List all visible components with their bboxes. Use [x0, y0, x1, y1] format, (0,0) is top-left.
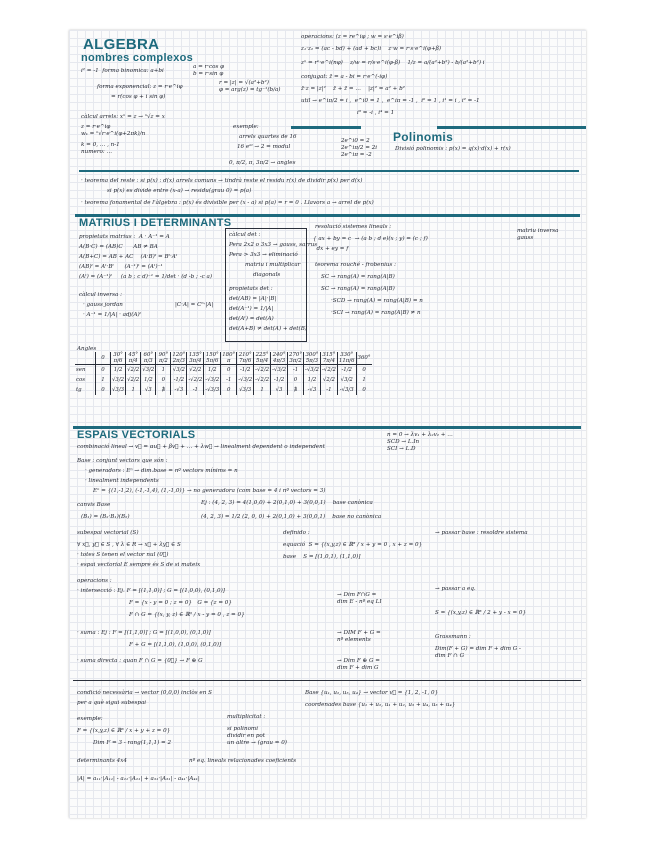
- trig-cell: √3/3: [237, 385, 254, 395]
- subspace-title: subespai vectorial (S): [77, 530, 139, 536]
- trig-cell: √3/2: [171, 365, 187, 376]
- complex-binomial: i² = -1 forma binomica: a+bi: [81, 68, 164, 74]
- rouche-si: SC → rang(A) = rang(A|B): [321, 274, 395, 280]
- complex-title: nombres complexos: [81, 52, 194, 64]
- base-def: Base : conjunt vectors que són :: [77, 458, 168, 464]
- trig-cell: 270° 3π/2: [289, 352, 303, 364]
- trig-cell: -√2/2: [254, 365, 271, 376]
- det4-note: nº eq. lineals relacionades coeficients: [189, 758, 297, 764]
- base-vector: Base {u₁, u₂, u₃, u₄} → vector v⃗ = {1, 2, -1, 0}: [305, 690, 439, 696]
- trig-table: [75, 352, 372, 395]
- remainder-theorem: · teorema del reste : si p(x) : d(x) arrels comuns → tindrà reste el residu r(x) de dividir p(x) per d(x): [81, 178, 363, 184]
- matrix-props-1: propietats matrius : A · A⁻¹ = A: [79, 234, 170, 240]
- ops-modulus: z̄·z = |z|² z̄ + z̄ = … |z|² = a² + b²: [301, 86, 405, 92]
- coordinates: coordenades base {u₁ + u₂, u₁ + u₂, u₃ + u₄, u₃ + u₄}: [305, 702, 456, 708]
- trig-cell: 1/2: [141, 375, 156, 385]
- trig-cell: 135° 3π/4: [188, 352, 202, 364]
- trig-cell: √2/2: [187, 365, 204, 376]
- trig-cell: -√3/2: [304, 365, 321, 376]
- trig-cell: -1: [221, 375, 237, 385]
- trig-cell: 225° 5π/4: [255, 352, 269, 364]
- defined-title: definido :: [283, 530, 310, 536]
- trig-cell: -1/2: [171, 375, 187, 385]
- trig-cell: 210° 7π/6: [238, 352, 252, 364]
- trig-cell: 1: [96, 375, 111, 385]
- intersection-2: F = {x - y = 0 ; z = 0} G = {z = 0}: [129, 600, 232, 606]
- complex-polar: = r(cos φ + i sin φ): [111, 94, 166, 100]
- divider: [437, 126, 586, 129]
- det4-expansion: |A| = a₁₁·|A₁₁| - a₂₁·|A₂₁| + a₃₁·|A₃₁| - a₄₁·|A₄₁|: [77, 776, 200, 782]
- trig-cell: -√3/3: [205, 387, 220, 393]
- polinomis-title: Polinomis: [393, 130, 454, 144]
- det-calc-5: diagonals: [253, 272, 281, 278]
- notes-sheet: [69, 30, 586, 818]
- trig-cell: √3: [271, 385, 288, 395]
- dim-sum: → DIM F + G = nº elements: [337, 630, 381, 643]
- trig-cell: -√3/3: [337, 385, 356, 395]
- divider: [291, 126, 361, 129]
- ops-conjugate: conjugat: z̄ = a - bi = r·e^(-iφ): [301, 74, 388, 80]
- rouche-title: teorema rouché - frobenius :: [315, 262, 396, 268]
- trig-cell: 0: [221, 385, 237, 395]
- inverse-gauss: · gauss jordan: [83, 302, 123, 308]
- ops-useful: util → e^iπ/2 = i , e^i0 = 1 , e^iπ = -1 , i⁰ = 1 , i¹ = i , i² = -1: [301, 98, 480, 104]
- remainder-theorem-2: si p(x) es divide entre (x-a) → residu(grau 0) = p(a): [107, 188, 252, 194]
- trig-cell: 90° π/2: [156, 352, 171, 365]
- det-scalar: |C·A| = Cⁿ·|A|: [175, 302, 214, 308]
- trig-cell: 330° 11π/6: [338, 352, 355, 364]
- trig-cell: √3/3: [112, 387, 125, 393]
- trig-cell: -1: [288, 365, 304, 376]
- grassmann-title: Grassmann :: [435, 634, 471, 640]
- dim-intersection: → Dim F∩G = dim E - nº eq LI: [337, 592, 382, 605]
- det-props-2: det(AB) = |A|·|B|: [229, 296, 277, 302]
- rouche-scd: ·SCD → rang(A) = rang(A|B) = n: [331, 298, 423, 304]
- trig-cell: 1/2: [204, 365, 221, 376]
- trig-cell: 0: [288, 375, 304, 385]
- trig-cell: 315° 7π/4: [322, 352, 336, 364]
- det-props-5: det(A+B) ≠ det(A) + det(B): [229, 326, 307, 332]
- trig-cell: 360°: [356, 352, 371, 365]
- inverse-adj: · A⁻¹ = 1/|A| · adj(A)ᵗ: [83, 312, 142, 318]
- trig-cell: -1/2: [237, 365, 254, 376]
- roots-formula: z = r·e^iφ wₖ = ⁿ√r·e^i(φ+2πk)/n: [81, 124, 146, 137]
- operations-title: operacions :: [77, 578, 112, 584]
- trig-cell: 240° 4π/3: [272, 352, 286, 364]
- trig-cell: 1: [356, 375, 371, 385]
- trig-cell: 0: [96, 352, 111, 365]
- change-base-ex2: (4, 2, 3) = 1/2 (2, 0, 0) + 2(0,1,0) + 3(0,0,1) base no canònica: [201, 514, 382, 520]
- systems-methods: matriu inversa gauss: [517, 228, 559, 241]
- trig-cell: √3/2: [141, 365, 156, 376]
- trig-cell: 180° π: [222, 352, 236, 364]
- det-props-4: det(Aᵗ) = det(A): [229, 316, 274, 322]
- rouche-sc: SC → rang(A) = rang(A|B): [321, 286, 395, 292]
- trig-cell: 0: [356, 385, 371, 395]
- example-line2: 16 eᶦ⁰ → 2 = modul: [237, 144, 291, 150]
- trig-cell: -1/2: [337, 365, 356, 376]
- trig-row-tg: [75, 385, 372, 395]
- base-to-system: → passar base : resoldre sistema: [435, 530, 528, 536]
- sum: · suma : Ej : F = [(1,1,0)] ; G = [(1,0,0), (0,1,0)]: [77, 630, 211, 636]
- trig-cell: 0: [356, 365, 371, 376]
- change-base-formula: (B₁) = (B₂·B₁)(B₂): [81, 514, 130, 520]
- trig-cell: √3/2: [337, 375, 356, 385]
- matrix-props-4: (AB)ᵗ = Aᵗ·Bᵗ (A⁻¹)ᵗ = (Aᵗ)⁻¹: [79, 264, 163, 270]
- matrix-props-5: (Aᵗ) = (A⁻¹)ᵗ (a b ; c d)⁻¹ = 1/det · (d -b ; -c a): [79, 274, 213, 280]
- ops-title: operacions: (z = re^iφ ; w = s·e^iβ): [301, 34, 404, 40]
- det-calc-2: Pera 2x2 o 3x3 → gauss, sarrus: [229, 242, 318, 248]
- necessary-condition: condició necessària → vector (0,0,0) inclòs en S: [77, 690, 212, 696]
- trig-cell: 0: [221, 365, 237, 376]
- defined-eq: equació S = {(x,y,z) ∈ ℝ³ / x + y = 0 , x + z = 0}: [283, 542, 423, 548]
- trig-cell: 45° π/4: [126, 352, 141, 365]
- trig-cell: 60° π/3: [141, 352, 156, 365]
- trig-cell: √3/2: [112, 377, 125, 383]
- trig-row-cos: [75, 375, 372, 385]
- det-calc-3: Pera > 3x3 → eliminació: [229, 252, 298, 258]
- necessary-condition-2: per a què sigui subespai: [77, 700, 147, 706]
- multiplicity-dim: Dim F = 3 - rang(1,1,1) = 2: [93, 740, 172, 746]
- systems-eq1: { ax + by = c → (a b ; d e)(x ; y) = (c ; f): [313, 236, 428, 242]
- trig-cell: [75, 352, 96, 365]
- defined-base: base S = [(1,0,1), (1,1,0)]: [283, 554, 361, 560]
- change-base-title: canvis Base: [77, 502, 111, 508]
- trig-cell: -√3/2: [238, 377, 253, 383]
- espais-title: ESPAIS VECTORIALS: [77, 429, 196, 441]
- subspace-1: ∀ x⃗, y⃗ ∈ S , ∀ λ ∈ R → x⃗ + λy⃗ ∈ S: [77, 542, 181, 548]
- trig-cell: -√3: [304, 385, 321, 395]
- trig-cell: -√3/2: [271, 365, 288, 376]
- linear-combination: combinació lineal → v⃗ = αu⃗ + βv⃗ + … + λw⃗ → linealment dependent o independent: [77, 444, 325, 450]
- trig-cell: 0: [96, 365, 111, 376]
- complex-modulus: r = |z| = √(a²+b²) φ = arg(z) = tg⁻¹(b/a): [219, 80, 281, 93]
- example-line1: arrels quartes de 16: [239, 134, 297, 140]
- det-calc-4: matriu i multiplicar: [245, 262, 301, 268]
- base-independent: · linealment independents: [85, 478, 159, 484]
- multiplicity-eq: F = {(x,y,z) ∈ ℝ³ / x + y + z = 0}: [77, 728, 171, 734]
- trig-cell: -√2/2: [188, 377, 203, 383]
- rank-conditions: n = 0 → λv₁ + λ₂v₂ + … SCD → L.In SCI → L.D: [387, 432, 453, 452]
- systems-title: resolució sistemes lineals :: [315, 224, 392, 230]
- det-calc-title: càlcul det :: [229, 232, 261, 238]
- grassmann-formula: Dim(F + G) = dim F + dim G - dim F ∩ G: [435, 646, 521, 659]
- example-label: exemple:: [233, 124, 259, 130]
- trig-cell: -1: [187, 385, 204, 395]
- trig-cell: 150° 5π/6: [205, 352, 219, 364]
- trig-cell: 0: [156, 375, 171, 385]
- det-props-3: det(A⁻¹) = 1/|A|: [229, 306, 274, 312]
- dim-direct-sum: → Dim F ⊕ G = dim F + dim G: [337, 658, 380, 671]
- trig-cell: 1/2: [111, 365, 126, 376]
- trig-cell: -√2/2: [255, 377, 270, 383]
- trig-cell: 1/2: [304, 375, 321, 385]
- trig-cell: -√3: [171, 385, 187, 395]
- fundamental-theorem: · teorema fonamental de l'àlgebra : p(x) és divisible per (x - a) si p(a) = r = 0 . Llavors a → arrel de p(x): [81, 200, 374, 206]
- matrix-props-3: A(B+C) = AB + AC (A·B)ᵗ = Bᵗ·Aᵗ: [79, 254, 178, 260]
- exemple-label: exemple:: [77, 716, 103, 722]
- divider: [73, 680, 581, 681]
- to-equation-2: S = {(x,y,z) ∈ ℝ³ / 2 + y - x = 0}: [435, 610, 527, 616]
- det-props-title: propietats det :: [229, 286, 273, 292]
- subspace-2: · totes S tenen el vector nul (0⃗): [77, 552, 169, 558]
- trig-row-headers: [75, 352, 372, 365]
- example-results: 2e^i0 = 2 2e^iπ/2 = 2i 2e^iπ = -2: [341, 138, 378, 158]
- trig-cell: -√2/2: [320, 365, 337, 376]
- multiplicity-note: si polinomi dividir en pot un altre → (grau = 0): [227, 726, 287, 746]
- trig-cell: √2/2: [127, 377, 140, 383]
- rouche-sci: ·SCI → rang(A) = rang(A|B) ≠ n: [331, 310, 421, 316]
- subspace-3: · espai vectorial E sempre és S de si mateix: [77, 562, 201, 568]
- trig-cell: 30° π/6: [111, 352, 126, 365]
- trig-cell: -1/2: [271, 375, 288, 385]
- trig-row-sin: [75, 365, 372, 376]
- divider: [79, 170, 579, 172]
- roots-title: càlcul arrels: xⁿ = z → ⁿ√z = x: [81, 114, 165, 120]
- direct-sum: · suma directa : quan F ∩ G = {0⃗} → F ⊕ G: [77, 658, 203, 664]
- matrix-props-2: A(B·C) = (AB)C AB ≠ BA: [79, 244, 158, 250]
- trig-cell: cos: [76, 377, 86, 383]
- roots-k: k = 0, … , n-1 numero: …: [81, 142, 120, 155]
- trig-cell: 0: [96, 385, 111, 395]
- trig-cell: -1: [320, 385, 337, 395]
- trig-cell: tg: [76, 387, 82, 393]
- trig-cell: 1: [156, 365, 171, 376]
- angles-title: Angles: [77, 346, 97, 352]
- ops-product: z₁·z₂ = (ac - bd) + (ad + bc)i z·w = r·s·e^i(φ+β): [301, 46, 442, 52]
- base-generators: · generadors : Eⁿ → dim.base = nº vectors mínims = n: [85, 468, 238, 474]
- trig-cell: 1: [126, 385, 141, 395]
- trig-cell: 300° 5π/3: [305, 352, 319, 364]
- trig-cell: ∄: [156, 385, 171, 395]
- change-base-ex1: Ej : (4, 2, 3) = 4(1,0,0) + 2(0,1,0) + 3(0,0,1) base canònica: [201, 500, 373, 506]
- trig-cell: √2/2: [126, 365, 141, 376]
- trig-cell: √2/2: [320, 375, 337, 385]
- example-line3: 0, π/2, π, 3π/2 → angles: [229, 160, 296, 166]
- trig-cell: 120° 2π/3: [172, 352, 186, 364]
- trig-cell: √3: [141, 385, 156, 395]
- complex-binomial-ab: a = r·cos φ b = r·sin φ: [193, 64, 225, 77]
- trig-cell: 1: [254, 385, 271, 395]
- matrius-title: MATRIUS I DETERMINANTS: [79, 217, 232, 229]
- ops-power: zⁿ = rⁿ·e^i(nφ) z/w = r/s·e^i(φ-β) 1/z = a/(a²+b²) - b/(a²+b²) i: [301, 60, 485, 66]
- trig-cell: -√3/2: [205, 377, 220, 383]
- complex-exponential: forma exponencial: z = r·e^iφ: [97, 84, 183, 90]
- poly-division: Divisió polinomis : p(x) = q(x)·d(x) + r(x): [395, 146, 511, 152]
- trig-cell: ∄: [288, 385, 304, 395]
- multiplicity-title: multiplicitat :: [227, 714, 266, 720]
- algebra-title: ALGEBRA: [83, 36, 160, 53]
- base-example: Eⁿ = {(1,-1,2), (-1,-1,4), (1,-1,0)} → no generadora (com base = 4 i nº vectors = 3): [93, 488, 326, 494]
- inverse-title: càlcul inversa :: [79, 292, 122, 298]
- intersection: · intersecció : Ej. F = [(1,1,0)] ; G = [(1,0,0), (0,1,0)]: [77, 588, 225, 594]
- to-equation: → passar a eq.: [435, 586, 476, 592]
- intersection-3: F ∩ G = {(x, y, z) ∈ ℝ³ / x - y = 0 , z = 0}: [129, 612, 245, 618]
- systems-eq2: dx + ey = f: [313, 246, 349, 252]
- ops-useful2: i³ = -i , i⁴ = 1: [357, 110, 395, 116]
- sum-2: F + G = [(1,1,0), (1,0,0), (0,1,0)]: [129, 642, 222, 648]
- det4-title: determinants 4x4: [77, 758, 127, 764]
- trig-cell: sen: [76, 367, 86, 373]
